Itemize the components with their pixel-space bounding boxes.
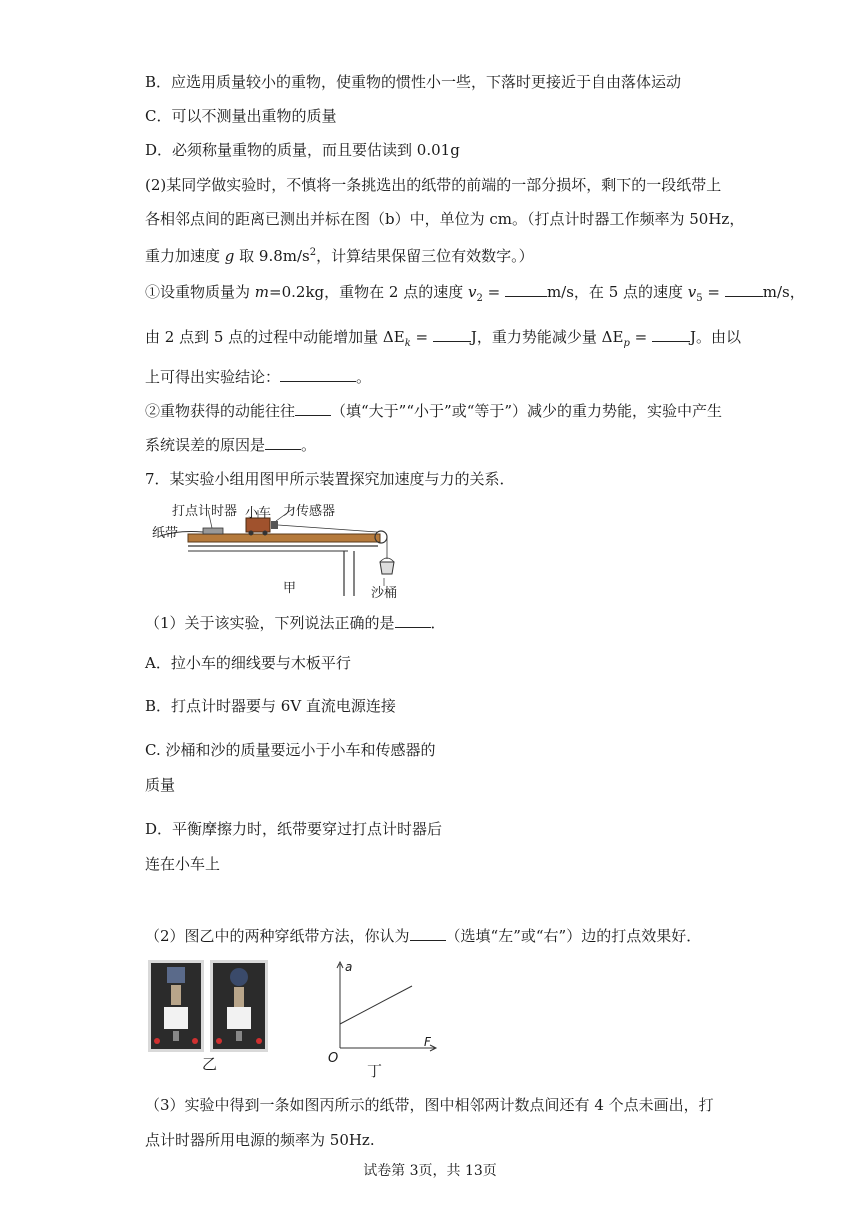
sub-question-1-line-1: ①设重物质量为 m=0.2kg，重物在 2 点的速度 $v_2 = m/s$，在 5 点的速度 $v_5 = m/s$， [145,283,805,304]
sub-question-2-line-2: 系统误差的原因是 。 [145,436,317,454]
option-7-d-line-1: D．平衡摩擦力时，纸带要穿过打点计时器后 [145,820,443,838]
label-sensor: 力传感器 [283,504,336,519]
answer-blank-reason[interactable] [265,435,301,450]
option-7-b: B．打点计时器要与 6V 直流电源连接 [145,697,396,715]
caption-ding: 丁 [367,1062,383,1080]
sub-question-7-1: （1）关于该实验，下列说法正确的是 ． [145,614,446,632]
answer-blank-conclusion[interactable] [280,367,356,382]
question-2-line-3: 重力加速度 g 取 $9.8m/s^2$，计算结果保留三位有效数字。） [145,247,534,265]
option-d: D．必须称量重物的质量，而且要估读到 0.01g [145,141,460,159]
option-7-c-line-2: 质量 [145,776,176,794]
answer-blank-7-2[interactable] [410,926,446,941]
sub-question-7-3-line-2: 点计时器所用电源的频率为 50Hz. [145,1131,375,1149]
option-c: C．可以不测量出重物的质量 [145,107,337,125]
photo-tape-left [148,960,204,1052]
answer-blank-ep[interactable] [652,327,690,342]
question-7: 7．某实验小组用图甲所示装置探究加速度与力的关系． [145,470,515,488]
option-b: B．应选用质量较小的重物，使重物的惯性小一些，下落时更接近于自由落体运动 [145,73,682,91]
answer-blank-v2[interactable] [505,282,547,297]
sub-question-1-line-2: 由 2 点到 5 点的过程中动能增加量 $\Delta E_k = J$，重力势能减少量 $\Delta E_p = J$。由以 [145,328,741,349]
label-bucket: 沙桶 [371,586,398,601]
sub-question-1-line-3: 上可得出实验结论： 。 [145,368,372,386]
option-7-c-line-1: C. 沙桶和沙的质量要远小于小车和传感器的 [145,741,436,759]
option-7-a: A．拉小车的细线要与木板平行 [145,654,351,672]
photo-tape-right [210,960,268,1052]
option-7-d-line-2: 连在小车上 [145,855,221,873]
sub-question-7-3-line-1: （3）实验中得到一条如图丙所示的纸带，图中相邻两计数点间还有 4 个点未画出，打 [145,1096,714,1114]
answer-blank-v5[interactable] [725,282,763,297]
axis-label-a: a [345,960,353,974]
a-f-line [340,986,412,1024]
axis-label-f: F [424,1035,431,1049]
origin-label: O [328,1051,339,1066]
question-2-line-2: 各相邻点间的距离已测出并标在图（b）中，单位为 cm。（打点计时器工作频率为 50Hz， [145,210,745,228]
question-2-line-1: (2)某同学做实验时，不慎将一条挑选出的纸带的前端的一部分损坏，剩下的一段纸带上 [145,176,722,194]
sub-question-7-2: （2）图乙中的两种穿纸带方法，你认为 （选填“左”或“右”）边的打点效果好． [145,927,702,945]
caption-yi: 乙 [202,1055,218,1073]
answer-blank-7-1[interactable] [395,613,431,628]
caption-jia: 甲 [283,581,297,596]
label-car: 小车 [245,506,272,521]
sub-question-2-line-1: ②重物获得的动能往往 （填“大于”“小于”或“等于”）减少的重力势能，实验中产生 [145,402,723,420]
answer-blank-compare[interactable] [295,401,331,416]
page-footer: 试卷第 3页，共 13页 [363,1163,497,1179]
label-timer: 打点计时器 [172,504,238,519]
label-tape: 纸带 [152,526,179,541]
answer-blank-ek[interactable] [433,327,471,342]
